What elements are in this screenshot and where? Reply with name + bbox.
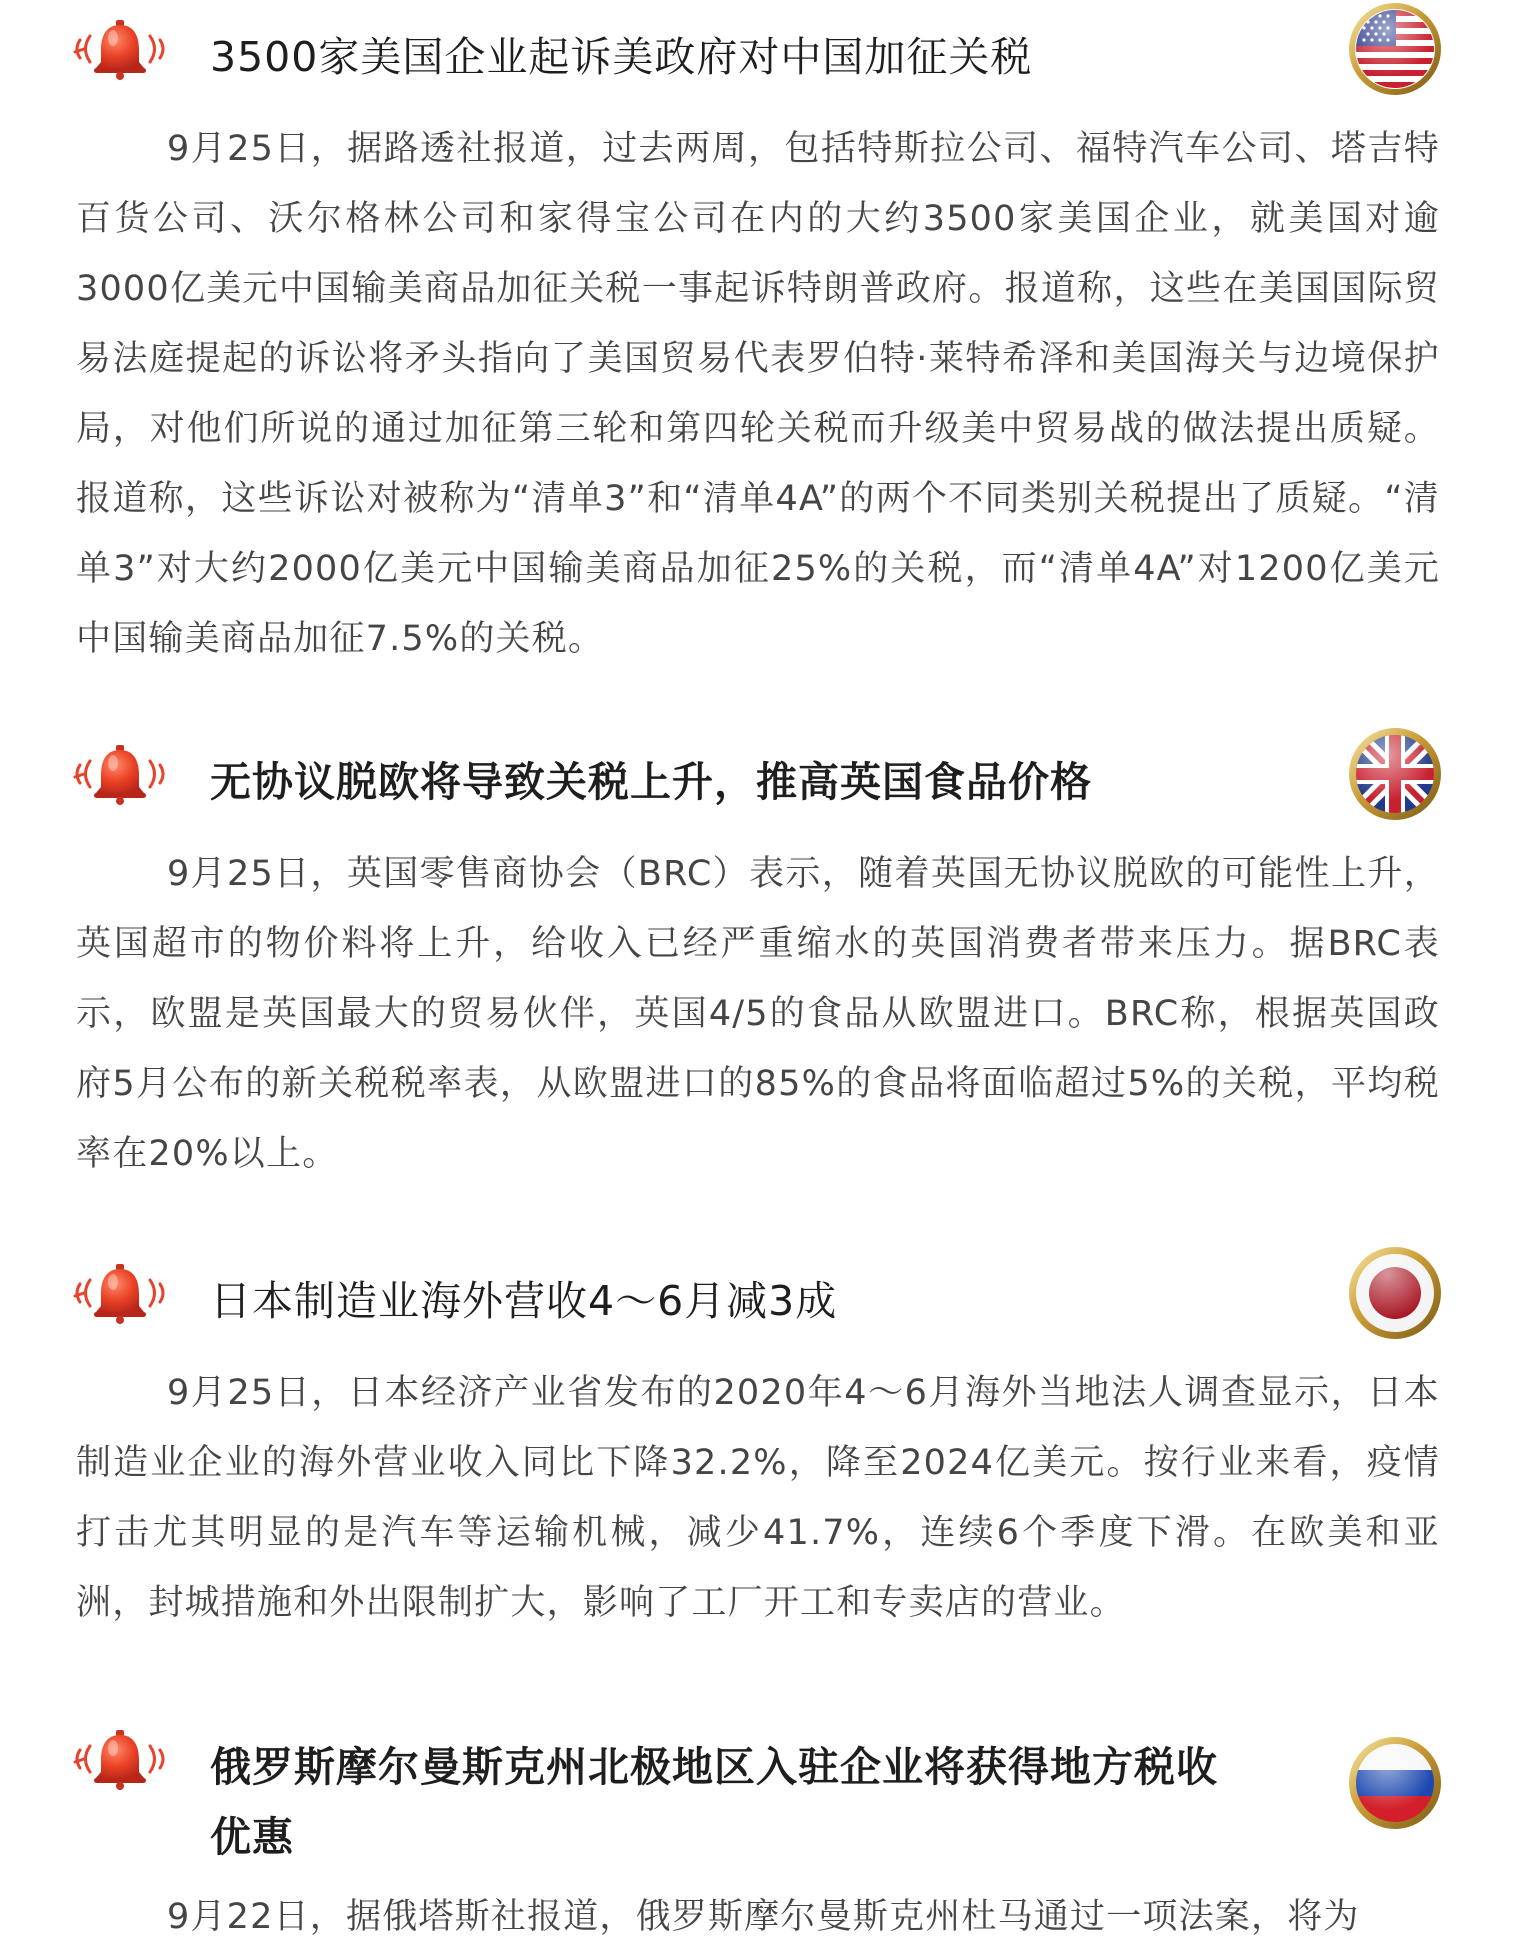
news-headline: 无协议脱欧将导致关税上升，推高英国食品价格	[210, 758, 1092, 806]
news-headline: 日本制造业海外营收4～6月减3成	[210, 1277, 838, 1325]
russia-flag-icon	[1348, 1736, 1442, 1830]
usa-flag-icon	[1348, 2, 1442, 96]
news-body: 9月25日，据路透社报道，过去两周，包括特斯拉公司、福特汽车公司、塔吉特百货公司、沃尔格林公司和家得宝公司在内的大约3500家美国企业，就美国对逾3000亿美元中国输美商品加征关税一事起诉特朗普政府。报道称，这些在美国国际贸易法庭提起的诉讼将矛头指向了美国贸易代表罗伯特·莱特希泽和美国海关与边境保护局，对他们所说的通过加征第三轮和第四轮关税而升级美中贸易战的做法提出质疑。报道称，这些诉讼对被称为“清单3”和“清单4A”的两个不同类别关税提出了质疑。“清单3”对大约2000亿美元中国输美商品加征25%的关税，而“清单4A”对1200亿美元中国输美商品加征7.5%的关税。	[76, 129, 1440, 659]
alarm-bell-icon	[72, 1728, 168, 1790]
alarm-bell-icon	[72, 18, 168, 80]
news-body: 9月25日，英国零售商协会（BRC）表示，随着英国无协议脱欧的可能性上升，英国超市的物价料将上升，给收入已经严重缩水的英国消费者带来压力。据BRC表示，欧盟是英国最大的贸易伙伴，英国4/5的食品从欧盟进口。BRC称，根据英国政府5月公布的新关税税率表，从欧盟进口的85%的食品将面临超过5%的关税，平均税率在20%以上。	[76, 854, 1440, 1174]
news-header	[0, 725, 1518, 825]
uk-flag-icon	[1348, 727, 1442, 821]
news-item	[0, 725, 1518, 1174]
news-body: 9月25日，日本经济产业省发布的2020年4～6月海外当地法人调查显示，日本制造业企业的海外营业收入同比下降32.2%，降至2024亿美元。按行业来看，疫情打击尤其明显的是汽车等运输机械，减少41.7%，连续6个季度下滑。在欧美和亚洲，封城措施和外出限制扩大，影响了工厂开工和专卖店的营业。	[76, 1373, 1440, 1623]
news-header	[0, 0, 1518, 100]
news-headline: 俄罗斯摩尔曼斯克州北极地区入驻企业将获得地方税收优惠	[210, 1743, 1218, 1861]
japan-flag-icon	[1348, 1246, 1442, 1340]
news-item	[0, 1710, 1518, 1937]
news-item	[0, 1244, 1518, 1623]
news-header	[0, 1244, 1518, 1344]
news-header	[0, 1710, 1518, 1880]
news-item	[0, 0, 1518, 659]
news-body: 9月22日，据俄塔斯社报道，俄罗斯摩尔曼斯克州杜马通过一项法案，将为	[167, 1897, 1360, 1937]
news-headline: 3500家美国企业起诉美政府对中国加征关税	[210, 33, 1033, 81]
alarm-bell-icon	[72, 1262, 168, 1324]
alarm-bell-icon	[72, 743, 168, 805]
